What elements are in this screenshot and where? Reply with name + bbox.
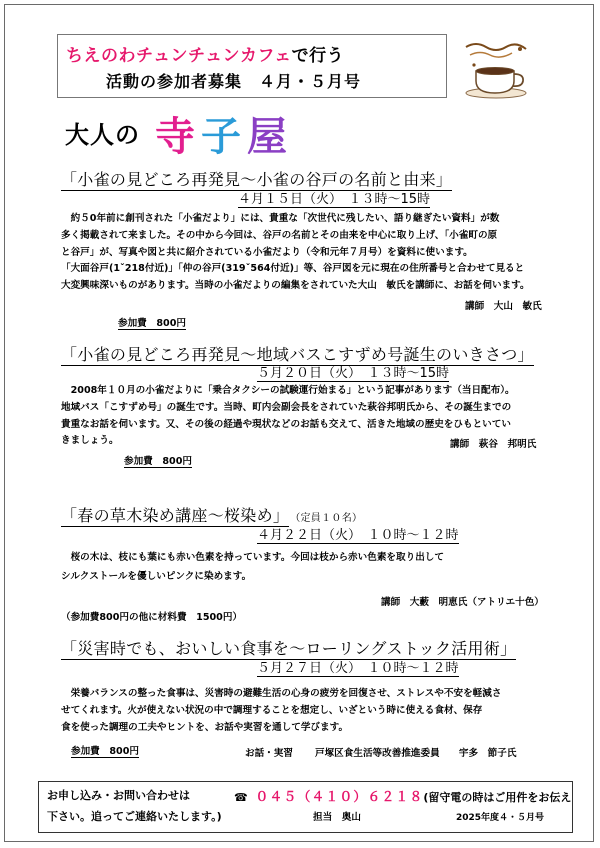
section-4-date: ５月２７日（火） １０時～１２時 (257, 661, 459, 676)
terakoya-char-1: 寺 (155, 114, 201, 160)
section-4-title: 「災害時でも、おいしい食事を～ローリングストック活用術」 (61, 639, 517, 658)
banner-adult-label: 大人の (65, 121, 140, 149)
footer-inquiry: お申し込み・お問い合わせは (47, 789, 190, 802)
footer-box (38, 781, 573, 833)
section-3-title: 「春の草木染め講座～桜染め」 （定員１０名） (61, 506, 363, 525)
header-box (57, 34, 447, 98)
section-2-date: ５月２０日（火） １３時～15時 (257, 366, 450, 381)
terakoya-char-3: 屋 (247, 114, 293, 160)
footer-phone (234, 786, 571, 805)
section-3-speaker: 講師 大藪 明恵氏（アトリエ十色） (381, 597, 544, 608)
section-2-fee: 参加費 800円 (124, 453, 192, 468)
section-1-fee: 参加費 800円 (118, 315, 186, 330)
page (4, 4, 594, 842)
phone-note: (留守電の時はご用件をお伝え (423, 791, 572, 804)
section-4-activity: お話・実習 (245, 748, 293, 759)
section-2-body: 2008年１０月の小雀だよりに「乗合タクシーの試験運行始まる」という記事があります（当日配布）。 地域バス「こすずめ号」の誕生です。当時、町内会副会長をされていた萩谷邦明氏から、その誕生までの 貴重なお話を伺います。又、その後の経過や現状などのお話も交えて、活きた地域の歴史をひもといてい きましょう。 (61, 385, 515, 447)
section-1-title: 「小雀の見どころ再発見～小雀の谷戸の名前と由来」 (61, 170, 453, 189)
section-2-speaker: 講師 萩谷 邦明氏 (450, 439, 537, 450)
section-3-fee: （参加費800円の他に材料費 1500円） (61, 612, 243, 623)
coffee-cup-icon (460, 41, 540, 101)
cafe-name: ちえのわチュンチュンカフェ (66, 46, 292, 66)
footer-issue: 2025年度４・５月号 (456, 813, 545, 823)
section-1-date: ４月１５日（火） １３時～15時 (238, 192, 431, 207)
section-3-capacity: （定員１０名） (295, 513, 363, 524)
section-4-fee: 参加費 800円 (71, 743, 139, 758)
section-1-body: 約５0年前に創刊された「小雀だより」には、貴重な「次世代に残したい、語り継ぎたい資料」が数 多く掲載されて来ました。その中から今回は、谷戸の名前とその由来を中心に取り上げ、「小雀町の原 と谷戸」が、写真や図と共に紹介されている小雀だより（令和元年７月号）を資料に使います。 「大面谷戸(1ˇ218付近)」「仲の谷戸(319ˇ564付近)」等、谷戸図を元に現在の住所番号と合わせて見ると 大変興味深いものがあります。当時の小雀だよりの編集をされていた大山 敏氏を講師に、お話を伺います。 (61, 213, 530, 292)
section-4-body: 栄養バランスの整った食事は、災害時の避難生活の心身の疲労を回復させ、ストレスや不安を軽減さ せてくれます。火が使えない状況の中で調理することを想定し、いざという時に使える食材、保存 食を使った調理の工夫やヒントを、お話や実習を通して学びます。 (61, 688, 502, 733)
header-title-rest: で行う (291, 46, 345, 66)
footer-contact: 担当 奥山 (313, 812, 361, 823)
section-2-title: 「小雀の見どころ再発見～地域バスこすずめ号誕生のいきさつ」 (61, 345, 534, 364)
section-1-speaker: 講師 大山 敏氏 (465, 301, 542, 312)
section-4-speaker: 戸塚区食生活等改善推進委員 宇多 節子氏 (315, 748, 517, 759)
footer-line2: 下さい。追ってご連絡いたします。) (47, 810, 222, 823)
terakoya-char-2: 子 (201, 114, 247, 160)
header-title (66, 41, 344, 66)
section-3-date: ４月２２日（火） １０時～１２時 (257, 528, 459, 543)
header-subtitle: 活動の参加者募集 ４月・５月号 (106, 72, 362, 91)
phone-number[interactable]: ０４５（４１０）６２１８ (255, 790, 424, 805)
banner-terakoya (155, 105, 293, 162)
telephone-icon: ☎ (234, 791, 248, 804)
section-3-body: 桜の木は、枝にも葉にも赤い色素を持っています。今回は枝から赤い色素を取り出して シルクストールを優しいピンクに染めます。 (61, 552, 444, 582)
